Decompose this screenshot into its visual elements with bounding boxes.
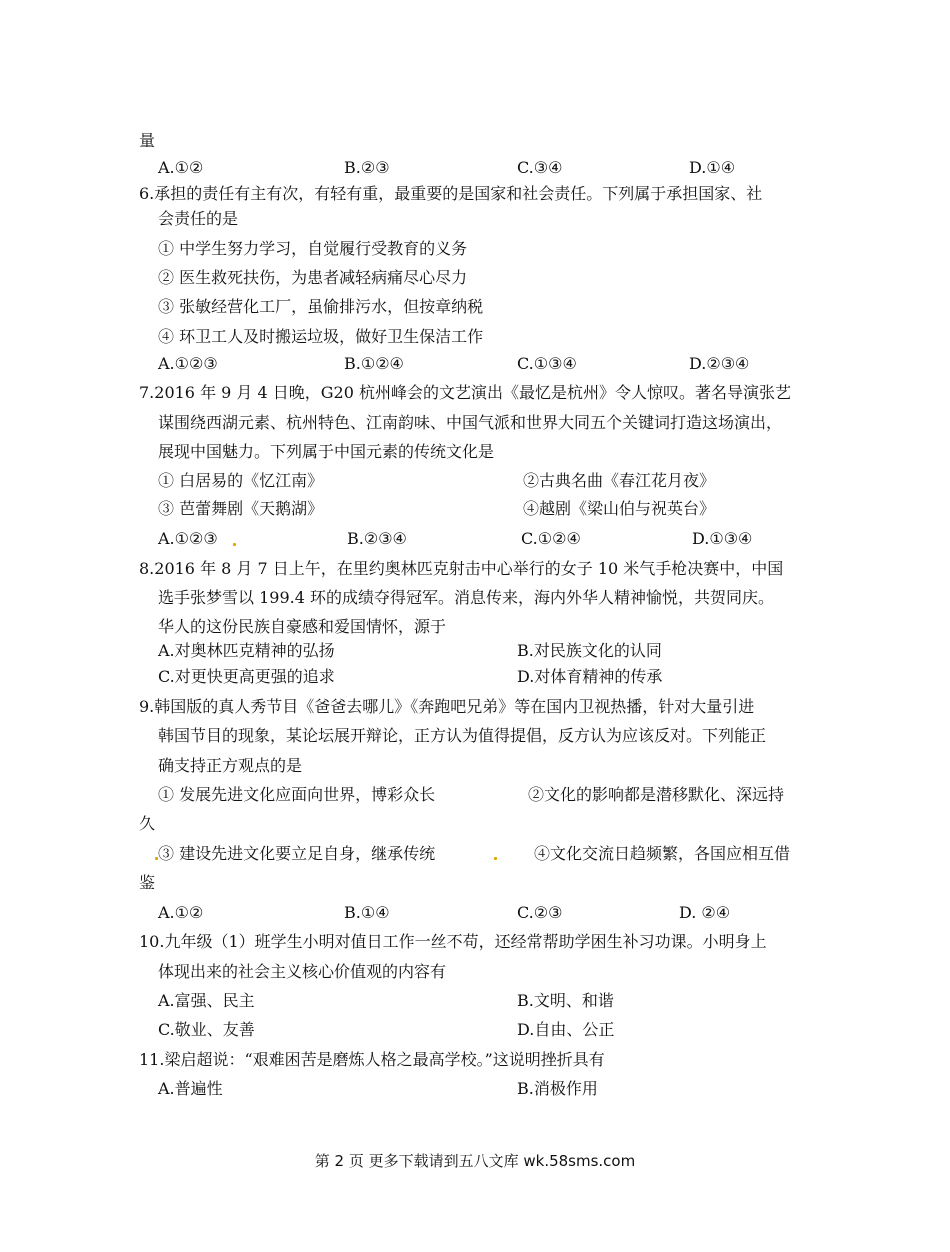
q6-item-3: ③ 张敏经营化工厂，虽偷排污水，但按章纳税	[158, 297, 484, 316]
q10-stem-line-1: 10.九年级（1）班学生小明对值日工作一丝不苟，还经常帮助学困生补习功课。小明身上	[139, 932, 767, 951]
q9-stem-line-2: 韩国节目的现象，某论坛展开辩论，正方认为值得提倡，反方认为应该反对。下列能正	[158, 726, 767, 745]
q8-stem-line-2: 选手张梦雪以 199.4 环的成绩夺得冠军。消息传来，海内外华人精神愉悦，共贺同庆。	[158, 588, 774, 607]
q6-item-1: ① 中学生努力学习，自觉履行受教育的义务	[158, 239, 468, 258]
q11-option-b: B.消极作用	[517, 1079, 598, 1098]
q8-option-a: A.对奥林匹克精神的弘扬	[158, 641, 335, 660]
q6-stem-line-2: 会责任的是	[158, 209, 239, 228]
q7-stem-line-1: 7.2016 年 9 月 4 日晚，G20 杭州峰会的文艺演出《最忆是杭州》令人惊叹。著名导演张艺	[139, 383, 792, 402]
q9-option-d: D. ②④	[679, 903, 731, 922]
q9-item-1: ① 发展先进文化应面向世界，博彩众长	[158, 785, 436, 804]
q9-item-2: ②文化的影响都是潜移默化、深远持	[528, 785, 785, 804]
q11-option-a: A.普遍性	[158, 1079, 223, 1098]
q5-option-a: A.①②	[158, 158, 204, 177]
q8-option-c: C.对更快更高更强的追求	[158, 667, 335, 686]
q5-option-b: B.②③	[344, 158, 390, 177]
q9-item-2-wrap: 久	[139, 814, 156, 833]
q9-item-3: ③ 建设先进文化要立足自身，继承传统	[158, 844, 436, 863]
q9-stem-line-1: 9.韩国版的真人秀节目《爸爸去哪儿》《奔跑吧兄弟》等在国内卫视热播，针对大量引进	[139, 697, 755, 716]
q6-item-2: ② 医生救死扶伤，为患者减轻病痛尽心尽力	[158, 268, 468, 287]
question-5-fragment: 量	[139, 131, 156, 150]
q9-item-4-wrap: 鉴	[139, 873, 156, 892]
q9-option-a: A.①②	[158, 903, 204, 922]
q11-stem-line-1: 11.梁启超说：“艰难困苦是磨炼人格之最高学校。”这说明挫折具有	[139, 1050, 605, 1069]
q7-item-3: ③ 芭蕾舞剧《天鹅湖》	[158, 499, 324, 518]
q6-option-b: B.①②④	[344, 354, 404, 373]
q10-stem-line-2: 体现出来的社会主义核心价值观的内容有	[158, 962, 447, 981]
q7-option-d: D.①③④	[692, 529, 753, 548]
q10-option-c: C.敬业、友善	[158, 1020, 255, 1039]
stray-mark	[233, 543, 236, 546]
q8-stem-line-3: 华人的这份民族自豪感和爱国情怀，源于	[158, 617, 447, 636]
q6-option-d: D.②③④	[689, 354, 750, 373]
q9-stem-line-3: 确支持正方观点的是	[158, 756, 303, 775]
q9-item-4: ④文化交流日趋频繁，各国应相互借	[534, 844, 791, 863]
q10-option-a: A.富强、民主	[158, 991, 255, 1010]
q5-option-d: D.①④	[689, 158, 736, 177]
q7-item-1: ① 白居易的《忆江南》	[158, 471, 324, 490]
q8-option-d: D.对体育精神的传承	[517, 667, 663, 686]
q5-option-c: C.③④	[517, 158, 563, 177]
q6-option-a: A.①②③	[158, 354, 218, 373]
q9-option-b: B.①④	[344, 903, 390, 922]
q7-stem-line-3: 展现中国魅力。下列属于中国元素的传统文化是	[158, 442, 495, 461]
q8-stem-line-1: 8.2016 年 8 月 7 日上午，在里约奥林匹克射击中心举行的女子 10 米气手枪决赛中，中国	[139, 559, 784, 578]
q10-option-b: B.文明、和谐	[517, 991, 614, 1010]
q7-option-b: B.②③④	[347, 529, 407, 548]
page-footer: 第 2 页 更多下载请到五八文库 wk.58sms.com	[314, 1152, 636, 1170]
q7-stem-line-2: 谋围绕西湖元素、杭州特色、江南韵味、中国气派和世界大同五个关键词打造这场演出，	[158, 413, 783, 432]
q6-stem-line-1: 6.承担的责任有主有次，有轻有重，最重要的是国家和社会责任。下列属于承担国家、社	[139, 184, 763, 203]
q6-option-c: C.①③④	[517, 354, 577, 373]
stray-mark	[155, 857, 158, 860]
q7-item-4: ④越剧《梁山伯与祝英台》	[523, 499, 716, 518]
stray-mark	[494, 857, 497, 860]
q8-option-b: B.对民族文化的认同	[517, 641, 662, 660]
q7-option-a: A.①②③	[158, 529, 218, 548]
q6-item-4: ④ 环卫工人及时搬运垃圾，做好卫生保洁工作	[158, 327, 484, 346]
q7-option-c: C.①②④	[521, 529, 581, 548]
q7-item-2: ②古典名曲《春江花月夜》	[523, 471, 716, 490]
q9-option-c: C.②③	[517, 903, 563, 922]
q10-option-d: D.自由、公正	[517, 1020, 615, 1039]
